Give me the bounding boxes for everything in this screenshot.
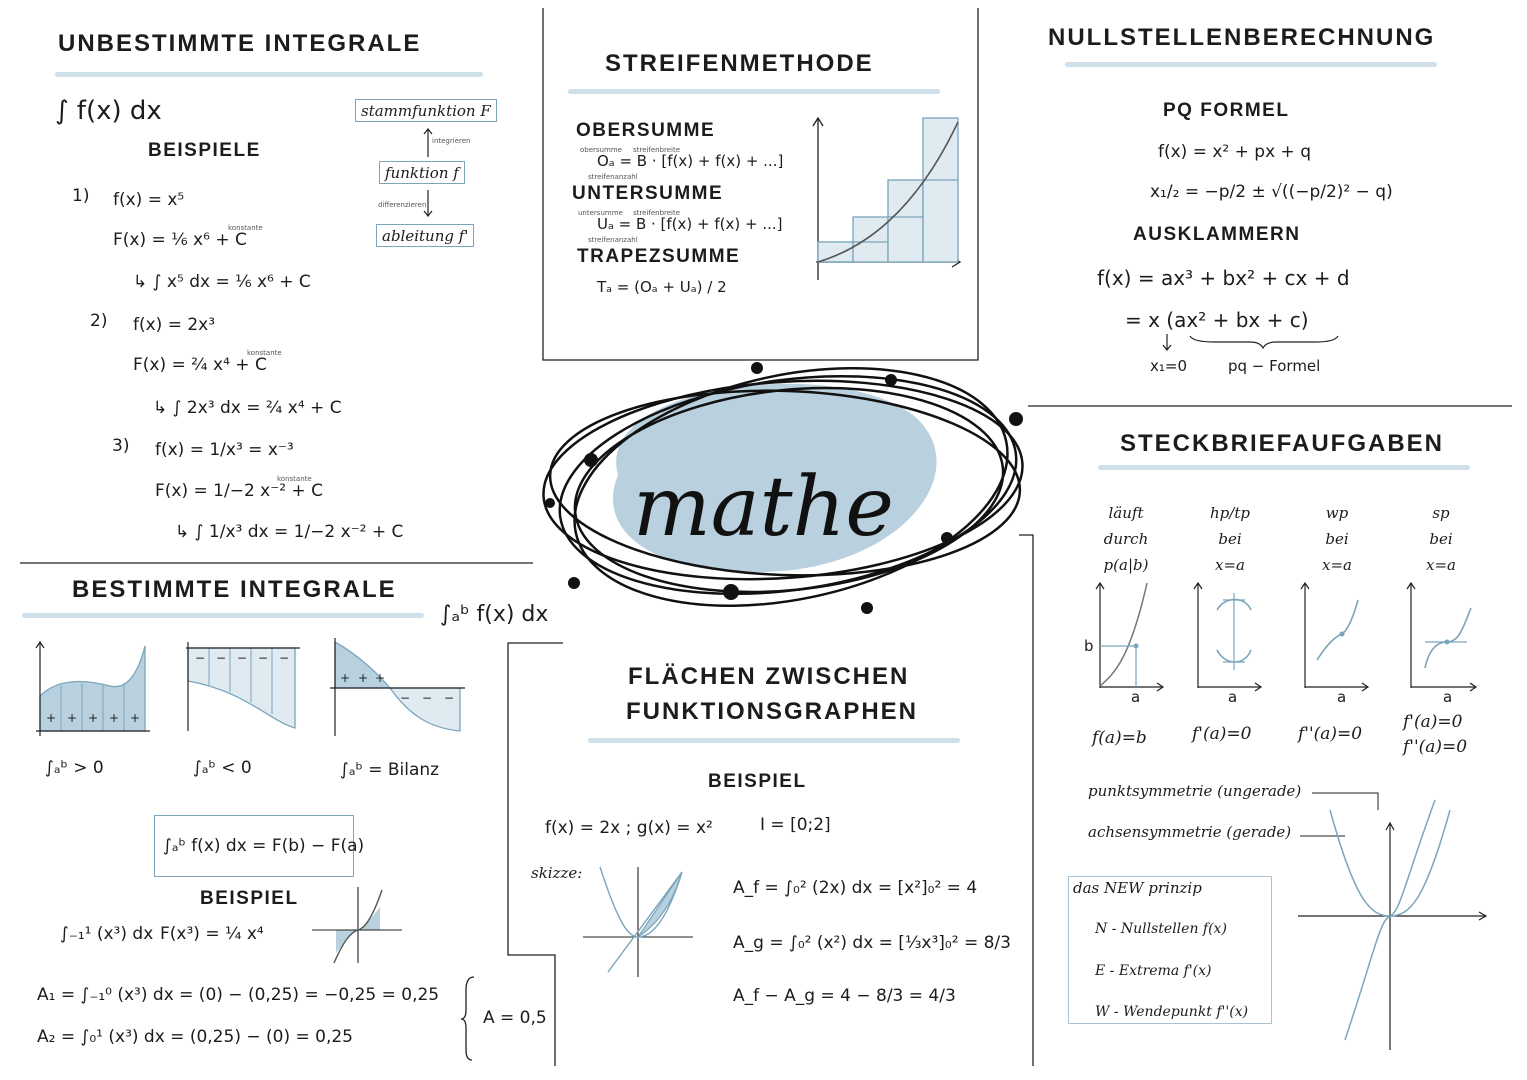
stammfunktion-box: stammfunktion F bbox=[355, 99, 497, 122]
steck-col3-header: wp bei x=a bbox=[1322, 504, 1352, 574]
unbestimmt-notation: ∫ f(x) dx bbox=[55, 96, 162, 126]
steck-col1-header: läuft durch p(a|b) bbox=[1103, 504, 1149, 574]
punktsymmetrie-label: punktsymmetrie (ungerade) bbox=[1088, 782, 1302, 800]
cmp-greater: ∫ₐᵇ > 0 bbox=[45, 758, 104, 778]
differenzieren-label: differenzieren bbox=[378, 201, 427, 209]
streifenanzahl-label-2: streifenanzahl bbox=[588, 236, 638, 244]
ex1-F: F(x) = ⅙ x⁶ + C bbox=[113, 230, 247, 250]
ex1-int: ↳ ∫ x⁵ dx = ⅙ x⁶ + C bbox=[133, 272, 311, 292]
bestimmt-beispiel-heading: BEISPIEL bbox=[200, 888, 299, 909]
untersumme-heading: UNTERSUMME bbox=[572, 183, 724, 204]
ausklammern-brace bbox=[1155, 330, 1355, 360]
ex1-f: f(x) = x⁵ bbox=[113, 190, 185, 210]
obersumme-heading: OBERSUMME bbox=[576, 120, 716, 141]
nullstellen-heading: NULLSTELLENBERECHNUNG bbox=[1048, 24, 1436, 51]
streifen-graph bbox=[808, 112, 968, 282]
flaechen-heading-1: FLÄCHEN ZWISCHEN bbox=[628, 663, 910, 690]
steck-result-4: f'(a)=0 bbox=[1403, 712, 1463, 732]
cmp-bilanz: ∫ₐᵇ = Bilanz bbox=[340, 760, 440, 780]
integrieren-label: integrieren bbox=[432, 137, 471, 145]
steckbrief-graphs bbox=[1085, 578, 1485, 698]
bestimmt-ex-F: F(x³) = ¼ x⁴ bbox=[160, 924, 264, 944]
flaechen-heading-2: FUNKTIONSGRAPHEN bbox=[626, 698, 919, 725]
svg-text:−: − bbox=[195, 651, 206, 665]
ausklammern-formula-2: = x (ax² + bx + c) bbox=[1125, 308, 1309, 332]
svg-text:+: + bbox=[358, 671, 369, 685]
pq-note: pq − Formel bbox=[1228, 357, 1321, 375]
flaechen-beispiel-heading: BEISPIEL bbox=[708, 771, 807, 792]
ex3-konst: konstante bbox=[277, 475, 312, 483]
steck-col4-header: sp bei x=a bbox=[1426, 504, 1456, 574]
svg-text:−: − bbox=[216, 651, 227, 665]
steck-col2-header: hp/tp bei x=a bbox=[1210, 504, 1250, 574]
flaechen-ag: A_g = ∫₀² (x²) dx = [⅓x³]₀² = 8/3 bbox=[733, 933, 1011, 953]
pq-formula-1: f(x) = x² + px + q bbox=[1158, 142, 1311, 162]
new-prinzip-title: das NEW prinzip bbox=[1073, 879, 1202, 897]
ableitung-box: ableitung f' bbox=[376, 224, 474, 247]
obersumme-formula: Oₐ = B · [f(x) + f(x) + ...] bbox=[597, 152, 784, 170]
bestimmt-a1: A₁ = ∫₋₁⁰ (x³) dx = (0) − (0,25) = −0,25 = 0,25 bbox=[37, 985, 440, 1005]
achsensymmetrie-label: achsensymmetrie (gerade) bbox=[1088, 823, 1292, 841]
x1-label: x₁=0 bbox=[1150, 357, 1188, 375]
flaechen-af: A_f = ∫₀² (2x) dx = [x²]₀² = 4 bbox=[733, 878, 978, 898]
svg-text:+: + bbox=[67, 711, 78, 725]
bestimmt-heading: BESTIMMTE INTEGRALE bbox=[72, 576, 397, 603]
streifenbreite-label: streifenbreite bbox=[633, 146, 681, 154]
brace-icon bbox=[460, 975, 480, 1065]
svg-text:−: − bbox=[400, 691, 411, 705]
mathe-title: mathe bbox=[633, 460, 894, 555]
svg-text:+: + bbox=[109, 711, 120, 725]
pq-formula-2: x₁/₂ = −p/2 ± √((−p/2)² − q) bbox=[1150, 182, 1393, 202]
flaechen-diff: A_f − A_g = 4 − 8/3 = 4/3 bbox=[733, 986, 956, 1006]
bestimmt-notation: ∫ₐᵇ f(x) dx bbox=[440, 602, 549, 627]
steck-result-4b: f''(a)=0 bbox=[1403, 737, 1468, 757]
streifen-heading: STREIFENMETHODE bbox=[605, 50, 874, 77]
new-item-w: W - Wendepunkt f''(x) bbox=[1095, 1004, 1249, 1020]
arrow-up-icon bbox=[420, 125, 440, 165]
ex2-F: F(x) = ²⁄₄ x⁴ + C bbox=[133, 355, 267, 375]
axis-a-label-4: a bbox=[1443, 688, 1453, 706]
unbestimmt-heading: UNBESTIMMTE INTEGRALE bbox=[58, 30, 422, 57]
ex2-int: ↳ ∫ 2x³ dx = ²⁄₄ x⁴ + C bbox=[153, 398, 342, 418]
ex3-f: f(x) = 1/x³ = x⁻³ bbox=[155, 440, 294, 460]
x-cubed-graph bbox=[310, 885, 410, 965]
ex3-F: F(x) = 1/−2 x⁻² + C bbox=[155, 481, 323, 501]
new-item-n: N - Nullstellen f(x) bbox=[1095, 921, 1227, 937]
flaechen-funcs: f(x) = 2x ; g(x) = x² bbox=[545, 818, 713, 838]
obersumme-label: obersumme bbox=[580, 146, 622, 154]
svg-text:−: − bbox=[422, 691, 433, 705]
svg-text:+: + bbox=[130, 711, 141, 725]
bestimmt-graphs bbox=[30, 636, 470, 746]
steck-result-1: f(a)=b bbox=[1092, 728, 1147, 748]
trapezsumme-heading: TRAPEZSUMME bbox=[577, 246, 741, 267]
untersumme-label: untersumme bbox=[578, 209, 623, 217]
ausklammern-formula-1: f(x) = ax³ + bx² + cx + d bbox=[1097, 266, 1350, 290]
trapezsumme-formula: Tₐ = (Oₐ + Uₐ) / 2 bbox=[597, 278, 727, 296]
pq-heading: PQ FORMEL bbox=[1163, 100, 1290, 121]
cmp-less: ∫ₐᵇ < 0 bbox=[193, 758, 252, 778]
hauptsatz-box bbox=[154, 815, 365, 877]
ex2-num: 2) bbox=[90, 311, 108, 331]
ex1-num: 1) bbox=[72, 186, 90, 206]
streifenbreite-label-2: streifenbreite bbox=[633, 209, 681, 217]
new-prinzip-box bbox=[1068, 876, 1272, 1024]
ausklammern-heading: AUSKLAMMERN bbox=[1133, 224, 1301, 245]
ex3-num: 3) bbox=[112, 436, 130, 456]
bestimmt-ex-int: ∫₋₁¹ (x³) dx bbox=[60, 924, 154, 944]
new-item-e: E - Extrema f'(x) bbox=[1095, 963, 1212, 979]
axis-a-label-3: a bbox=[1337, 688, 1347, 706]
ex2-f: f(x) = 2x³ bbox=[133, 315, 216, 335]
svg-text:−: − bbox=[279, 651, 290, 665]
svg-text:−: − bbox=[237, 651, 248, 665]
untersumme-formula: Uₐ = B · [f(x) + f(x) + ...] bbox=[597, 215, 783, 233]
bestimmt-a2: A₂ = ∫₀¹ (x³) dx = (0,25) − (0) = 0,25 bbox=[37, 1027, 353, 1047]
ex1-konst: konstante bbox=[228, 224, 263, 232]
axis-b-label: b bbox=[1084, 637, 1094, 655]
funktion-box: funktion f bbox=[379, 161, 465, 184]
bestimmt-total: A = 0,5 bbox=[483, 1008, 547, 1028]
svg-text:+: + bbox=[340, 671, 351, 685]
flaechen-interval: I = [0;2] bbox=[760, 815, 831, 835]
hauptsatz-formula: ∫ₐᵇ f(x) dx = F(b) − F(a) bbox=[163, 836, 365, 856]
arrow-down-icon bbox=[420, 186, 440, 226]
skizze-label: skizze: bbox=[531, 864, 583, 882]
svg-text:+: + bbox=[46, 711, 57, 725]
svg-text:−: − bbox=[444, 691, 455, 705]
steck-result-2: f'(a)=0 bbox=[1192, 724, 1252, 744]
ex2-konst: konstante bbox=[247, 349, 282, 357]
axis-a-label-1: a bbox=[1131, 688, 1141, 706]
streifenanzahl-label: streifenanzahl bbox=[588, 173, 638, 181]
svg-text:+: + bbox=[375, 671, 386, 685]
steck-result-3: f''(a)=0 bbox=[1298, 724, 1363, 744]
steckbrief-heading: STECKBRIEFAUFGABEN bbox=[1120, 430, 1445, 457]
beispiele-heading: BEISPIELE bbox=[148, 140, 261, 161]
axis-a-label-2: a bbox=[1228, 688, 1238, 706]
ex3-int: ↳ ∫ 1/x³ dx = 1/−2 x⁻² + C bbox=[175, 522, 404, 542]
svg-text:+: + bbox=[88, 711, 99, 725]
symmetrie-graph bbox=[1290, 790, 1510, 1060]
svg-text:−: − bbox=[258, 651, 269, 665]
skizze-graph bbox=[578, 862, 698, 982]
